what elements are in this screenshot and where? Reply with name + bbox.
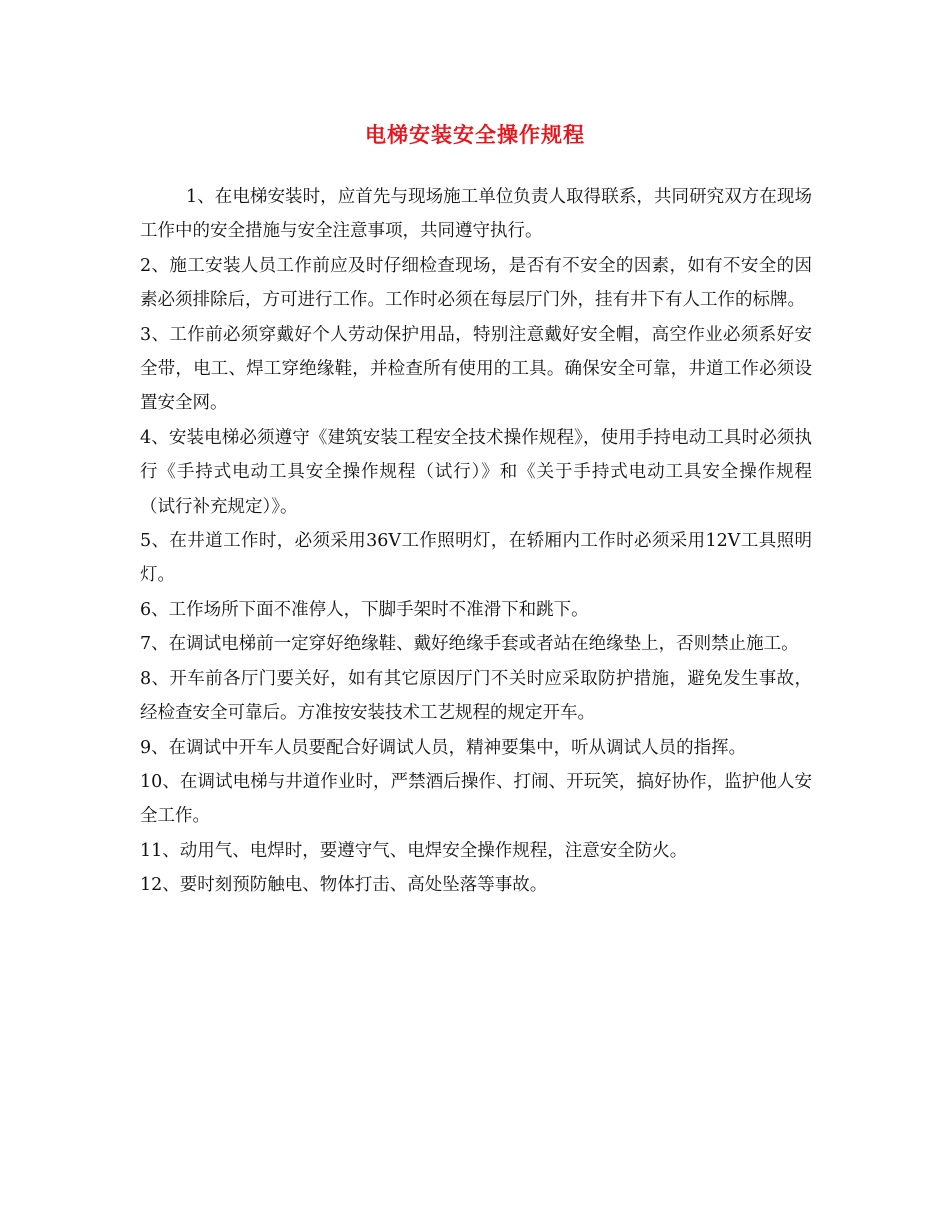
paragraph-4: 4、安装电梯必须遵守《建筑安装工程安全技术操作规程》，使用手持电动工具时必须执行《手持式电动工具安全操作规程（试行）》和《关于手持式电动工具安全操作规程（试行补充规定）》。 [140, 427, 812, 517]
paragraph-5: 5、在井道工作时，必须采用36V工作照明灯，在轿厢内工作时必须采用12V工具照明灯。 [140, 531, 812, 586]
document-body [140, 180, 812, 903]
paragraph-11: 11、动用气、电焊时，要遵守气、电焊安全操作规程，注意安全防火。 [140, 840, 688, 861]
paragraph-1: 1、在电梯安装时，应首先与现场施工单位负责人取得联系，共同研究双方在现场工作中的安全措施与安全注意事项，共同遵守执行。 [140, 187, 812, 242]
paragraph-9: 9、在调试中开车人员要配合好调试人员，精神要集中，听从调试人员的指挥。 [140, 737, 747, 758]
paragraph-2: 2、施工安装人员工作前应及时仔细检查现场，是否有不安全的因素，如有不安全的因素必须排除后，方可进行工作。工作时必须在每层厅门外，挂有井下有人工作的标牌。 [140, 255, 812, 311]
paragraph-8: 8、开车前各厅门要关好，如有其它原因厅门不关时应采取防护措施，避免发生事故，经检查安全可靠后。方准按安装技术工艺规程的规定开车。 [140, 668, 812, 724]
paragraph-6: 6、工作场所下面不准停人，下脚手架时不准滑下和跳下。 [140, 599, 589, 620]
document-title: 电梯安装安全操作规程 [365, 122, 585, 147]
paragraph-10: 10、在调试电梯与井道作业时，严禁酒后操作、打闹、开玩笑，搞好协作，监护他人安全工作。 [140, 771, 812, 827]
paragraph-3: 3、工作前必须穿戴好个人劳动保护用品，特别注意戴好安全帽，高空作业必须系好安全带，电工、焊工穿绝缘鞋，并检查所有使用的工具。确保安全可靠，井道工作必须设置安全网。 [140, 324, 812, 414]
paragraph-12: 12、要时刻预防触电、物体打击、高处坠落等事故。 [140, 875, 548, 896]
paragraph-7: 7、在调试电梯前一定穿好绝缘鞋、戴好绝缘手套或者站在绝缘垫上，否则禁止施工。 [140, 634, 799, 655]
